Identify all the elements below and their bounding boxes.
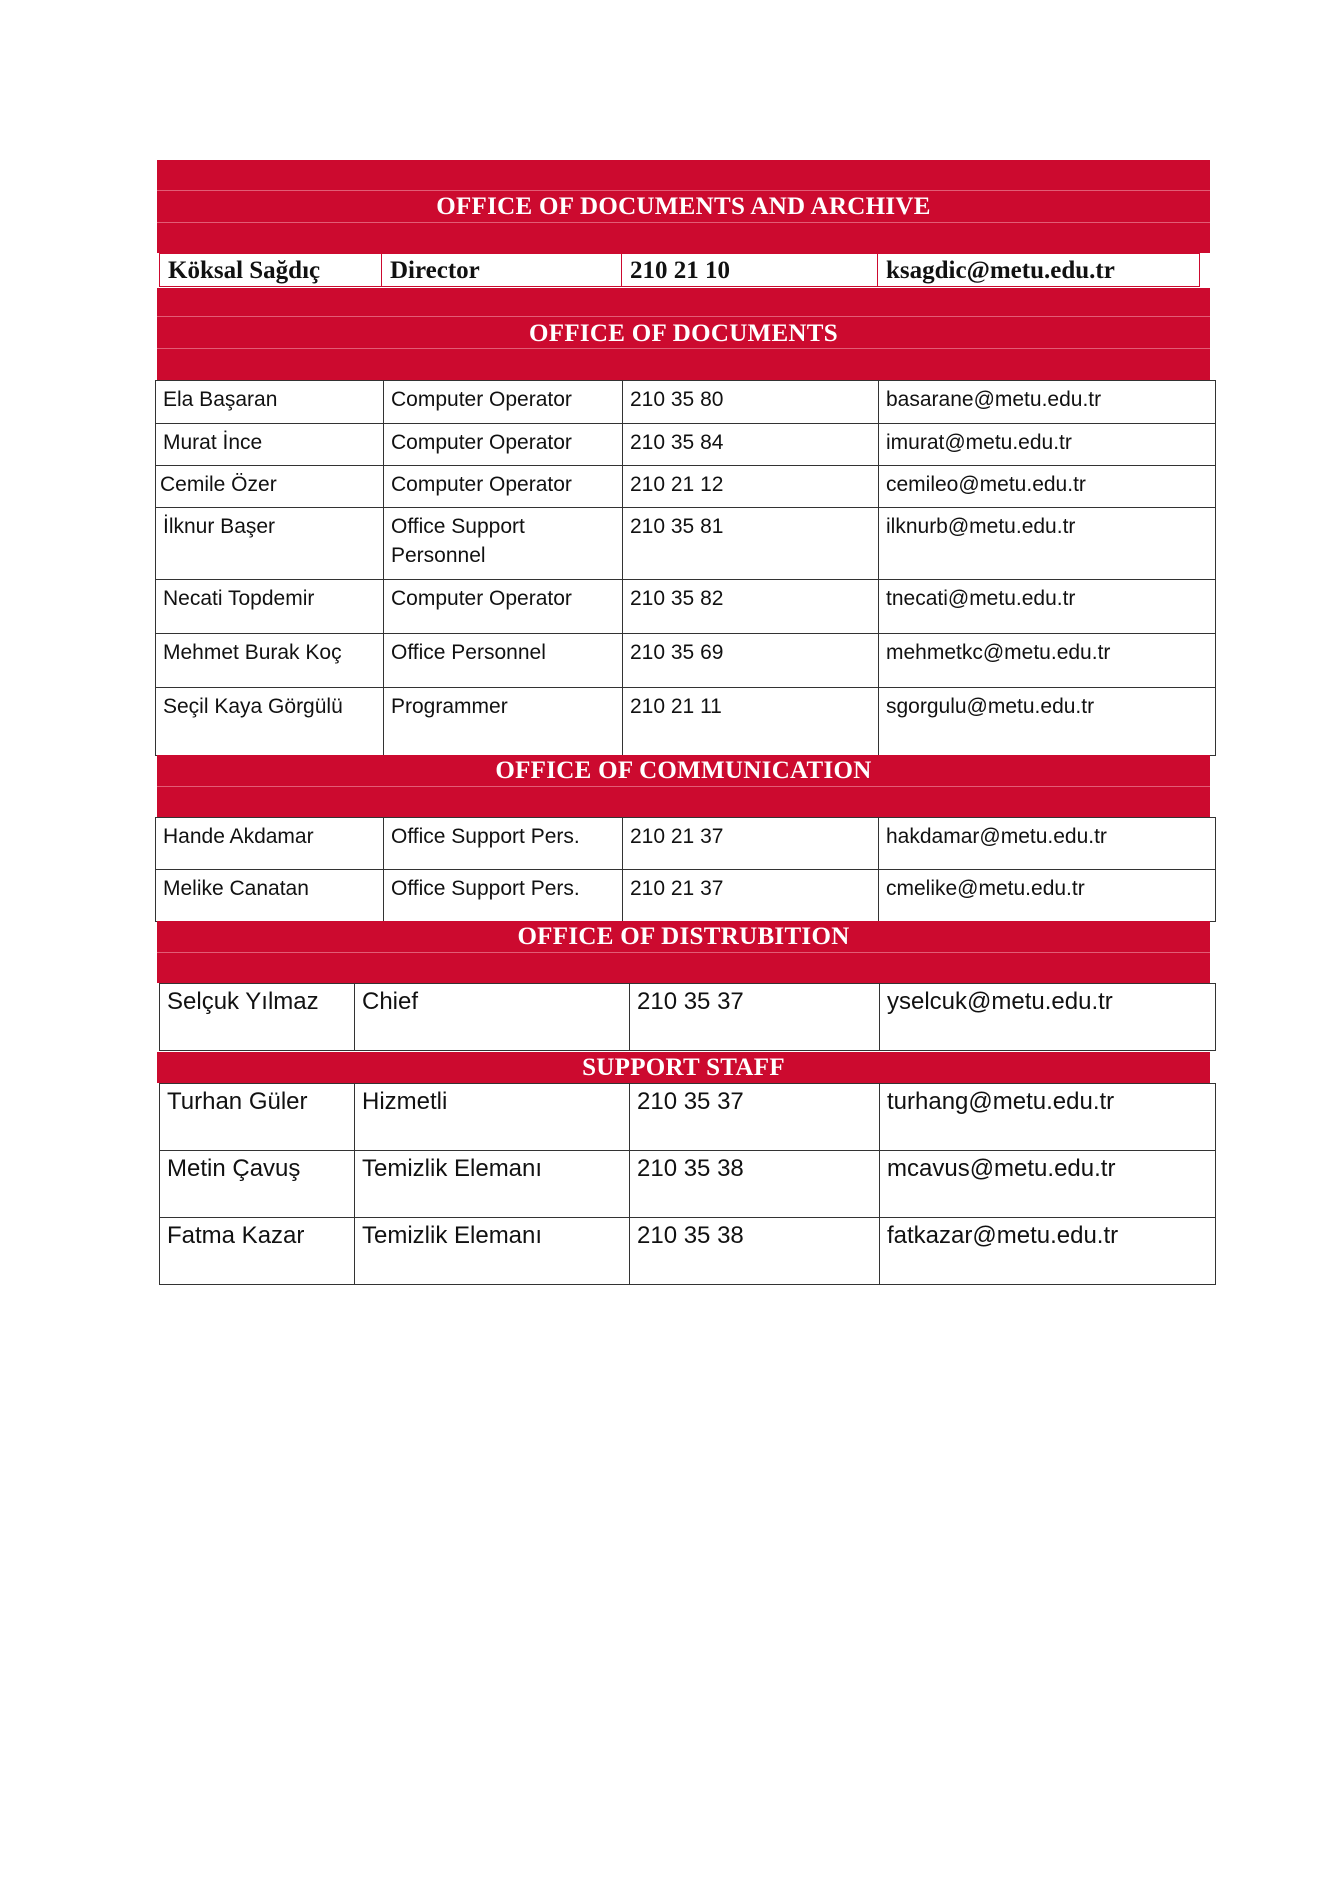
table-row [156, 381, 1216, 424]
table-row [156, 508, 1216, 580]
table-row [160, 1218, 1216, 1285]
staff-title: Hizmetli [355, 1084, 630, 1151]
table-row [156, 818, 1216, 870]
director-phone: 210 21 10 [622, 254, 878, 287]
staff-title: Computer Operator [384, 424, 623, 466]
archive-header [157, 160, 1210, 253]
table-row [160, 254, 1200, 287]
staff-title: Office Support Pers. [384, 870, 623, 922]
staff-name: Ela Başaran [156, 381, 384, 424]
staff-name: Necati Topdemir [156, 580, 384, 634]
staff-email[interactable]: cemileo@metu.edu.tr [879, 466, 1216, 508]
table-row [156, 580, 1216, 634]
staff-title: Office Support Personnel [384, 508, 623, 580]
support-staff-table [159, 1083, 1216, 1285]
staff-title: Chief [355, 984, 630, 1051]
staff-phone: 210 35 37 [630, 984, 880, 1051]
staff-phone: 210 35 80 [623, 381, 879, 424]
table-row [156, 634, 1216, 688]
staff-name: Mehmet Burak Koç [156, 634, 384, 688]
staff-phone: 210 35 38 [630, 1218, 880, 1285]
staff-title: Computer Operator [384, 580, 623, 634]
table-row [156, 466, 1216, 508]
distribution-staff-table [159, 983, 1216, 1051]
staff-phone: 210 35 37 [630, 1084, 880, 1151]
staff-name: Murat İnce [156, 424, 384, 466]
director-title: Director [382, 254, 622, 287]
staff-phone: 210 35 84 [623, 424, 879, 466]
staff-email[interactable]: mehmetkc@metu.edu.tr [879, 634, 1216, 688]
table-row [156, 870, 1216, 922]
staff-title: Office Personnel [384, 634, 623, 688]
staff-email[interactable]: hakdamar@metu.edu.tr [879, 818, 1216, 870]
table-row [160, 984, 1216, 1051]
staff-email[interactable]: imurat@metu.edu.tr [879, 424, 1216, 466]
documents-header-title: OFFICE OF DOCUMENTS [529, 320, 838, 347]
table-row [156, 424, 1216, 466]
staff-phone: 210 21 11 [623, 688, 879, 756]
staff-title: Temizlik Elemanı [355, 1151, 630, 1218]
archive-header-title: OFFICE OF DOCUMENTS AND ARCHIVE [436, 192, 931, 220]
staff-phone: 210 35 69 [623, 634, 879, 688]
staff-title: Programmer [384, 688, 623, 756]
staff-title: Office Support Pers. [384, 818, 623, 870]
table-row [160, 1084, 1216, 1151]
table-row [160, 1151, 1216, 1218]
staff-email[interactable]: cmelike@metu.edu.tr [879, 870, 1216, 922]
staff-email[interactable]: basarane@metu.edu.tr [879, 381, 1216, 424]
communication-header [157, 755, 1210, 817]
communication-header-title: OFFICE OF COMMUNICATION [495, 757, 872, 784]
staff-email[interactable]: mcavus@metu.edu.tr [880, 1151, 1216, 1218]
staff-email[interactable]: fatkazar@metu.edu.tr [880, 1218, 1216, 1285]
staff-name: Cemile Özer [156, 466, 384, 508]
staff-email[interactable]: ilknurb@metu.edu.tr [879, 508, 1216, 580]
staff-title: Computer Operator [384, 466, 623, 508]
support-staff-header [157, 1052, 1210, 1083]
table-row [156, 688, 1216, 756]
staff-name: Melike Canatan [156, 870, 384, 922]
staff-email[interactable]: tnecati@metu.edu.tr [879, 580, 1216, 634]
staff-phone: 210 35 38 [630, 1151, 880, 1218]
distribution-header-title: OFFICE OF DISTRUBITION [517, 923, 850, 950]
staff-name: Seçil Kaya Görgülü [156, 688, 384, 756]
staff-name: Turhan Güler [160, 1084, 355, 1151]
staff-phone: 210 21 37 [623, 870, 879, 922]
staff-name: İlknur Başer [156, 508, 384, 580]
staff-phone: 210 21 12 [623, 466, 879, 508]
staff-title: Temizlik Elemanı [355, 1218, 630, 1285]
staff-phone: 210 35 82 [623, 580, 879, 634]
communication-staff-table [155, 817, 1216, 922]
staff-name: Metin Çavuş [160, 1151, 355, 1218]
documents-header [157, 288, 1210, 380]
staff-name: Fatma Kazar [160, 1218, 355, 1285]
distribution-header [157, 921, 1210, 983]
director-table [159, 253, 1200, 287]
support-staff-header-title: SUPPORT STAFF [582, 1053, 785, 1081]
staff-phone: 210 21 37 [623, 818, 879, 870]
staff-title: Computer Operator [384, 381, 623, 424]
documents-staff-table [155, 380, 1216, 756]
director-name: Köksal Sağdıç [160, 254, 382, 287]
staff-email[interactable]: turhang@metu.edu.tr [880, 1084, 1216, 1151]
staff-email[interactable]: sgorgulu@metu.edu.tr [879, 688, 1216, 756]
staff-email[interactable]: yselcuk@metu.edu.tr [880, 984, 1216, 1051]
director-email[interactable]: ksagdic@metu.edu.tr [878, 254, 1200, 287]
staff-name: Selçuk Yılmaz [160, 984, 355, 1051]
staff-phone: 210 35 81 [623, 508, 879, 580]
staff-name: Hande Akdamar [156, 818, 384, 870]
